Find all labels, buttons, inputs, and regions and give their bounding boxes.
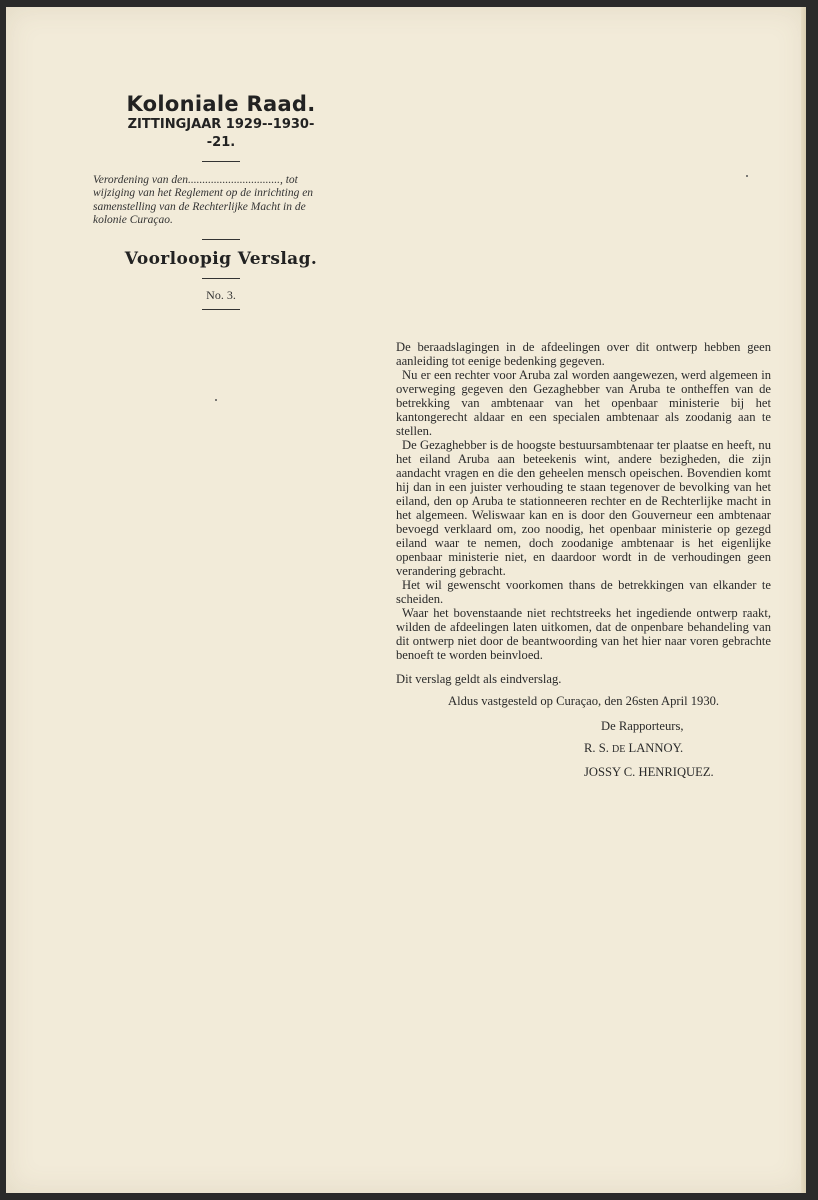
adoption-line: Aldus vastgesteld op Curaçao, den 26sten April 1930. — [448, 694, 720, 708]
session-year: ZITTINGJAAR 1929--1930--21. — [127, 117, 315, 150]
signatory-surname: LANNOY. — [628, 741, 684, 755]
divider — [202, 161, 240, 162]
signatory-1 — [396, 741, 771, 757]
body-paragraph: Nu er een rechter voor Aruba zal worden aangewezen, werd algemeen in overweging gegeven den Gezaghebber van Aruba te ontheffen van de betrekking van ambtenaar van het openbaar ministerie bij het kantongerecht aldaar en een specialen ambtenaar als zoodanig aan te stellen. — [396, 368, 771, 438]
signatory-initials: R. S. — [584, 741, 609, 755]
signoff-label: De Rapporteurs, — [601, 719, 684, 733]
signatory-particle: DE — [612, 744, 626, 755]
document-header — [93, 92, 326, 319]
divider — [202, 239, 240, 240]
signatory-2: JOSSY C. HENRIQUEZ. — [584, 765, 714, 779]
regulation-title: Verordening van den................................, tot wijziging van het Reglement op de inrichting en samenstelling van de Rechterlijke Macht in de kolonie Curaçao. — [93, 173, 314, 226]
body-paragraph: Het wil gewenscht voorkomen thans de betrekkingen van elkander te scheiden. — [396, 578, 771, 606]
divider — [202, 278, 240, 279]
council-title: Koloniale Raad. — [126, 92, 316, 116]
paper-speck — [746, 175, 748, 177]
document-page — [6, 7, 806, 1193]
page-edge — [801, 7, 806, 1193]
divider — [202, 309, 240, 310]
report-body — [396, 340, 771, 779]
paper-speck — [215, 399, 217, 401]
report-subtitle: Voorloopig Verslag. — [124, 249, 318, 269]
body-paragraph: De Gezaghebber is de hoogste bestuursambtenaar ter plaatse en heeft, nu het eiland Aruba aan beteekenis wint, andere bezigheden, die zijn aandacht vragen en die den geheelen mensch opeischen. Bovendien komt hij dan in een juister verhouding te staan tegenover de bevolking van het eiland, den op Aruba te stationneeren rechter en de Rechterlijke macht in het algemeen. Weliswaar kan en is door den Gouverneur een ambtenaar bevoegd verklaard om, zoo noodig, het openbaar ministerie op gezegd eiland waar te nemen, doch zoodanige ambtenaar is het eigenlijke openbaar ministerie niet, en daardoor wordt in de verhoudingen geen verandering gebracht. — [396, 438, 771, 578]
document-number: No. 3. — [206, 288, 236, 302]
closing-statement: Dit verslag geldt als eindverslag. — [396, 672, 562, 686]
body-paragraph: De beraadslagingen in de afdeelingen over dit ontwerp hebben geen aanleiding tot eenige bedenking gegeven. — [396, 340, 771, 368]
body-paragraph: Waar het bovenstaande niet rechtstreeks het ingediende ontwerp raakt, wilden de afdeelingen laten uitkomen, dat de onpenbare behandeling van dit ontwerp niet door de beantwoording van het hier naar voren gebrachte benoeft te worden beinvloed. — [396, 606, 771, 662]
